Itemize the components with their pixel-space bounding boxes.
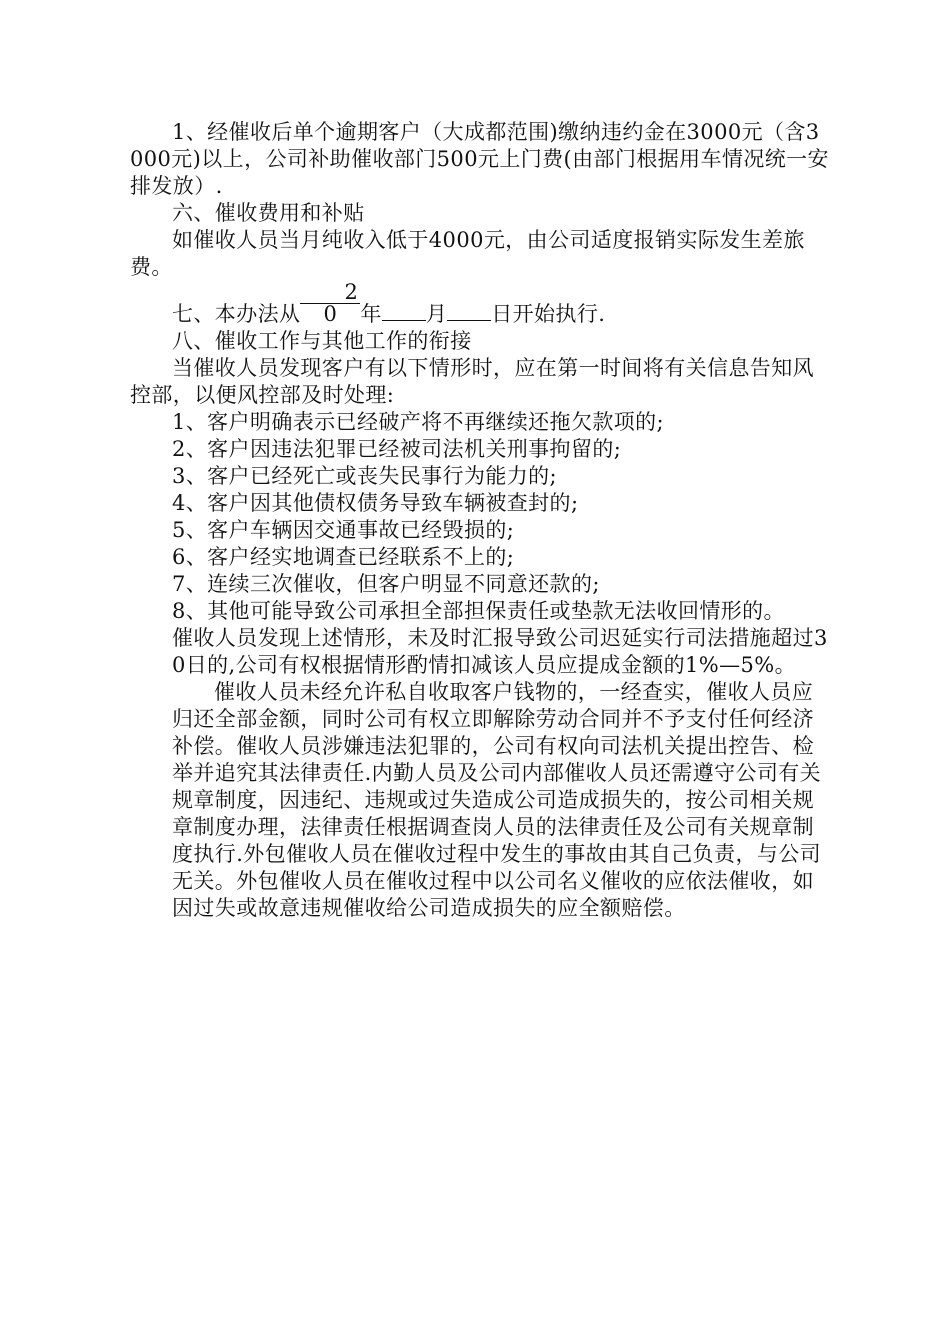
effective-year-label: 年	[360, 302, 382, 326]
section-heading-8: 八、催收工作与其他工作的衔接	[172, 329, 472, 353]
list-item: 4、客户因其他债权债务导致车辆被查封的;	[172, 491, 579, 515]
effective-month-blank	[382, 298, 426, 321]
list-item: 6、客户经实地调查已经联系不上的;	[172, 545, 515, 569]
list-item: 5、客户车辆因交通事故已经毁损的;	[172, 518, 515, 542]
paragraph-liability	[130, 679, 830, 922]
list-item: 8、其他可能导致公司承担全部担保责任或垫款无法收回情形的。	[172, 599, 785, 623]
effective-month-label: 月	[425, 302, 448, 326]
section-heading-7	[130, 281, 830, 328]
effective-day-blank	[447, 298, 491, 321]
effective-date-suffix: 日开始执行.	[491, 302, 606, 326]
effective-date-prefix: 七、本办法从	[172, 302, 301, 326]
paragraph-travel-expense: 如催收人员当月纯收入低于4000元，由公司适度报销实际发生差旅费。	[130, 228, 805, 279]
paragraph-liability-text: 催收人员未经允许私自收取客户钱物的，一经查实，催收人员应归还全部金额，同时公司有权立即解除劳动合同并不予支付任何经济补偿。催收人员涉嫌违法犯罪的，公司有权向司法机关提出控告、检举并追究其法律责任.内勤人员及公司内部催收人员还需遵守公司有关规章制度，因违纪、违规或过失造成公司造成损失的，按公司相关规章制度办理，法律责任根据调查岗人员的法律责任及公司有关规章制度执行.外包催收人员在催收过程中发生的事故由其自己负责，与公司无关。外包催收人员在催收过程中以公司名义催收的应依法催收，如因过失或故意违规催收给公司造成损失的应全额赔偿。	[172, 680, 822, 920]
paragraph-penalty: 催收人员发现上述情形，未及时汇报导致公司迟延实行司法措施超过30日的,公司有权根据情形酌情扣减该人员应提成金额的1%—5%。	[172, 626, 828, 677]
paragraph-subsidy-rule: 1、经催收后单个逾期客户（大成都范围)缴纳违约金在3000元（含3000元)以上，公司补助催收部门500元上门费(由部门根据用车情况统一安排发放）.	[130, 120, 829, 198]
section-heading-6: 六、催收费用和补贴	[172, 201, 365, 225]
paragraph-notify-risk-control: 当催收人员发现客户有以下情形时，应在第一时间将有关信息告知风控部，以便风控部及时处理:	[130, 356, 814, 407]
document-body	[130, 119, 830, 922]
list-item: 3、客户已经死亡或丧失民事行为能力的;	[172, 464, 558, 488]
list-item: 1、客户明确表示已经破产将不再继续还拖欠款项的;	[172, 410, 665, 434]
list-item: 7、连续三次催收，但客户明显不同意还款的;	[172, 572, 600, 596]
list-item: 2、客户因违法犯罪已经被司法机关刑事拘留的;	[172, 437, 622, 461]
effective-year-blank: 20	[300, 281, 360, 304]
